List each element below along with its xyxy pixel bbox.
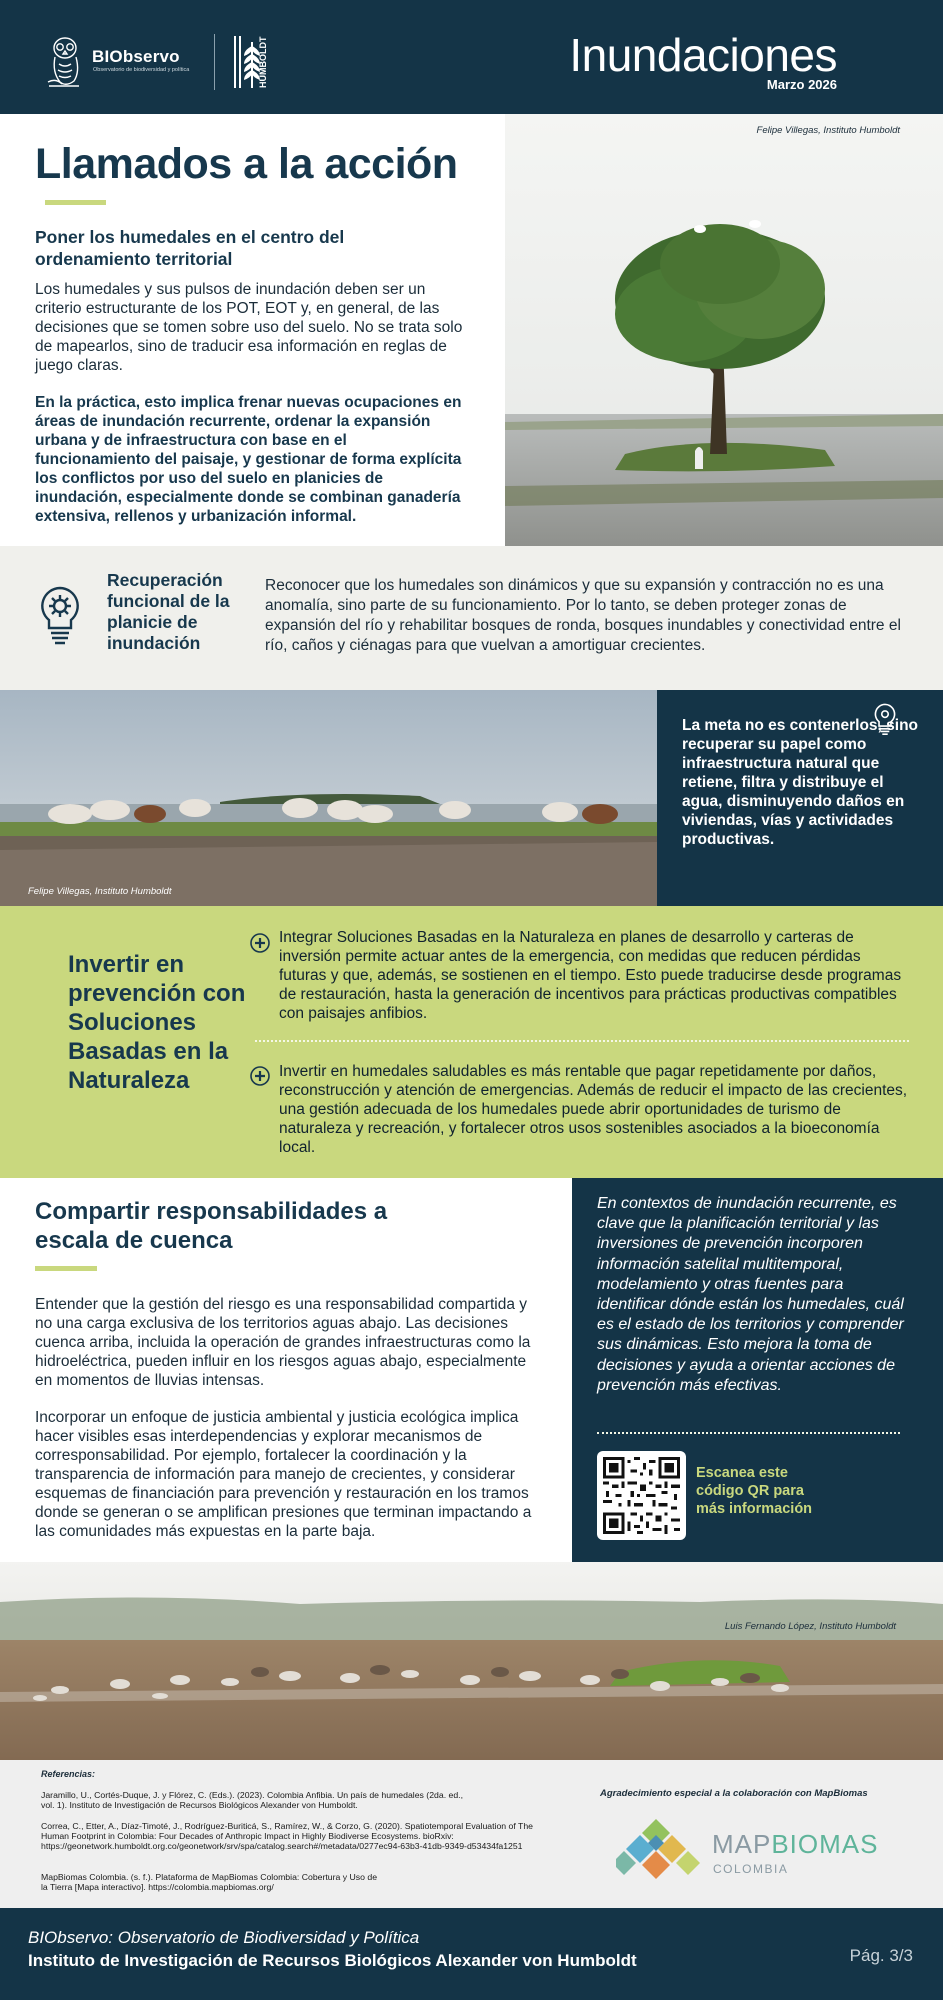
humboldt-logo-text: HUMBOLDT (258, 36, 268, 88)
plus-circle-icon (250, 1066, 270, 1086)
footer-observatory: BIObservo: Observatorio de Biodiversidad y Política (28, 1928, 420, 1947)
dotted-divider-2 (597, 1432, 900, 1434)
mapbiomas-country-text: COLOMBIA (713, 1862, 789, 1876)
svg-text:MAPBIOMAS (712, 1829, 878, 1859)
shared-responsibility-paragraph-1: Entender que la gestión del riesgo es una responsabilidad compartida y no una carga exclusiva de los territorios aguas abajo. Las decisiones cuenca arriba, incluida la operación de grandes infraestructuras como la hidroeléctrica, pueden influir en los riesgos aguas abajo, especialmente en momentos de lluvias intensas. (35, 1296, 531, 1389)
logo-subtitle: Observatorio de biodiversidad y política (93, 67, 190, 73)
mapbiomas-map-text: MAP (712, 1829, 772, 1859)
header-date: Marzo 2026 (766, 77, 837, 92)
title-underline-2 (35, 1266, 97, 1271)
reference-item-1: Jaramillo, U., Cortés-Duque, J. y Flórez, C. (Eds.). (2023). Colombia Anfibia. Un país de humedales (2da. ed., vol. 1). Instituto de Investigación de Recursos Biológicos Alexander von Humboldt. (41, 1790, 464, 1810)
prevention-title: Invertir en prevención con Soluciones Basadas en la Naturaleza (68, 951, 246, 1094)
floodplain-recovery-text: Reconocer que los humedales son dinámicos y que su expansión y contracción no es una anomalía, sino parte de su funcionamiento. Por lo tanto, se deben proteger zonas de expansión del río y rehabilitar bosques de ronda, bosques inundables y conectividad entre el río, caños y ciénagas para que vuelvan a amortiguar crecientes. (265, 577, 901, 654)
page-number: Pág. 3/3 (849, 1946, 913, 1965)
qr-caption: Escanea este código QR para más información (696, 1465, 813, 1517)
header-title: Inundaciones (569, 29, 837, 81)
pelicans-river-photo (0, 1562, 943, 1760)
section1-paragraph-1: Los humedales y sus pulsos de inundación deben ser un criterio estructurante de los POT, EOT y, en general, de las decisiones que se tomen sobre uso del suelo. No se trata solo de mapearlos, sino de traducir esa información en reglas de juego claras. (35, 281, 463, 374)
satellite-info-quote: En contextos de inundación recurrente, es clave que la planificación territorial y las inversiones de prevención incorporen información satelital multitemporal, modelamiento y otras fuentes para identificar dónde están los humedales, cuál es el estado de los territorios y comprender sus dinámicas. Esto mejora la toma de decisiones y ayuda a orientar acciones de prevención más efectivas. (597, 1195, 904, 1394)
mapbiomas-logo (616, 1817, 916, 1883)
dotted-divider (255, 1040, 909, 1042)
photo-credit-1: Felipe Villegas, Instituto Humboldt (756, 125, 900, 136)
qr-code-icon (603, 1457, 680, 1534)
humboldt-logo-icon (230, 32, 282, 92)
reference-item-2: Correa, C., Etter, A., Díaz-Timoté, J., Rodríguez-Buriticá, S., Ramírez, W., & Corzo, G. (2020). Spatiotemporal Evaluation of The Human Footprint in Colombia: Four Decades of Anthropic Impact in Highly Biodiverse Ecosystems. bioRxiv: https://geonetwork.humboldt.org.co/geonetwork/srv/spa/catalog.search#/metadata/0277ec94-63b3-41db-9349-d53434fa1251 (41, 1821, 533, 1851)
qr-code[interactable] (597, 1451, 686, 1540)
lightbulb-gear-icon (36, 584, 84, 646)
owl-logo-icon (46, 32, 88, 90)
shared-responsibility-paragraph-2: Incorporar un enfoque de justicia ambiental y justicia ecológica implica hacer visibles esas interdependencias y explorar mecanismos de corresponsabilidad. Por ejemplo, fortalecer la coordinación y la transparencia de información para manejo de crecientes, y considerar esquemas de financiación para prevención y restauración en los tramos donde se generan o se amplifican presiones que terminan impactando a las comunidades más expuestas en la parte baja. (35, 1409, 532, 1540)
logo-name: BIObservo (92, 47, 180, 66)
mapbiomas-mosaic-icon (616, 1819, 700, 1879)
plus-circle-icon (250, 933, 270, 953)
prevention-bullet-1: Integrar Soluciones Basadas en la Naturaleza en planes de desarrollo y carteras de inversión permite actuar antes de la emergencia, con medidas que reducen pérdidas futuras y que, además, se sostienen en el tiempo. Esto puede traducirse desde programas de restauración, hasta la generación de incentivos para prácticas productivas compatibles con paisajes anfibios. (279, 929, 902, 1022)
acknowledgement: Agradecimiento especial a la colaboración con MapBiomas (600, 1788, 868, 1799)
photo-credit-2: Felipe Villegas, Instituto Humboldt (28, 886, 172, 897)
shared-responsibility-title: Compartir responsabilidades a escala de cuenca (35, 1198, 388, 1254)
mapbiomas-biomas-text: BIOMAS (771, 1829, 879, 1859)
reference-item-3: MapBiomas Colombia. (s. f.). Plataforma de MapBiomas Colombia: Cobertura y Uso de la Tierra [Mapa interactivo]. https://colombia.mapbiomas.org/ (41, 1872, 378, 1892)
page-title: Llamados a la acción (35, 140, 458, 188)
footer-institute: Instituto de Investigación de Recursos Biológicos Alexander von Humboldt (28, 1951, 637, 1970)
floodplain-recovery-title: Recuperación funcional de la planicie de inundación (107, 570, 230, 653)
header-divider (214, 34, 215, 90)
goal-highlight-text: La meta no es contenerlos, sino recuperar su papel como infraestructura natural que retiene, filtra y distribuye el agua, disminuyendo daños en viviendas, vías y actividades productivas. (682, 717, 919, 848)
section1-subtitle: Poner los humedales en el centro del ordenamiento territorial (35, 227, 345, 269)
tree-wetland-photo (505, 114, 943, 546)
prevention-bullet-2: Invertir en humedales saludables es más rentable que pagar repetidamente por daños, reconstrucción y atención de emergencias. Además de reducir el impacto de las crecientes, una gestión adecuada de los humedales puede abrir oportunidades de turismo de naturaleza y recreación, y fortalecer otros usos sostenibles asociados a la bioeconomía local. (279, 1063, 908, 1156)
references-heading: Referencias: (41, 1769, 96, 1779)
title-underline (45, 200, 106, 205)
cattle-wetland-photo (0, 690, 657, 906)
photo-credit-3: Luis Fernando López, Instituto Humboldt (724, 1621, 896, 1632)
section1-paragraph-2: En la práctica, esto implica frenar nuevas ocupaciones en áreas de inundación recurrente, ordenar la expansión urbana y de infraestructura con base en el funcionamiento del paisaje, y gestionar de forma explícita los conflictos por uso del suelo en planicies de inundación, especialmente donde se combinan ganadería extensiva, rellenos y urbanización informal. (35, 394, 462, 525)
